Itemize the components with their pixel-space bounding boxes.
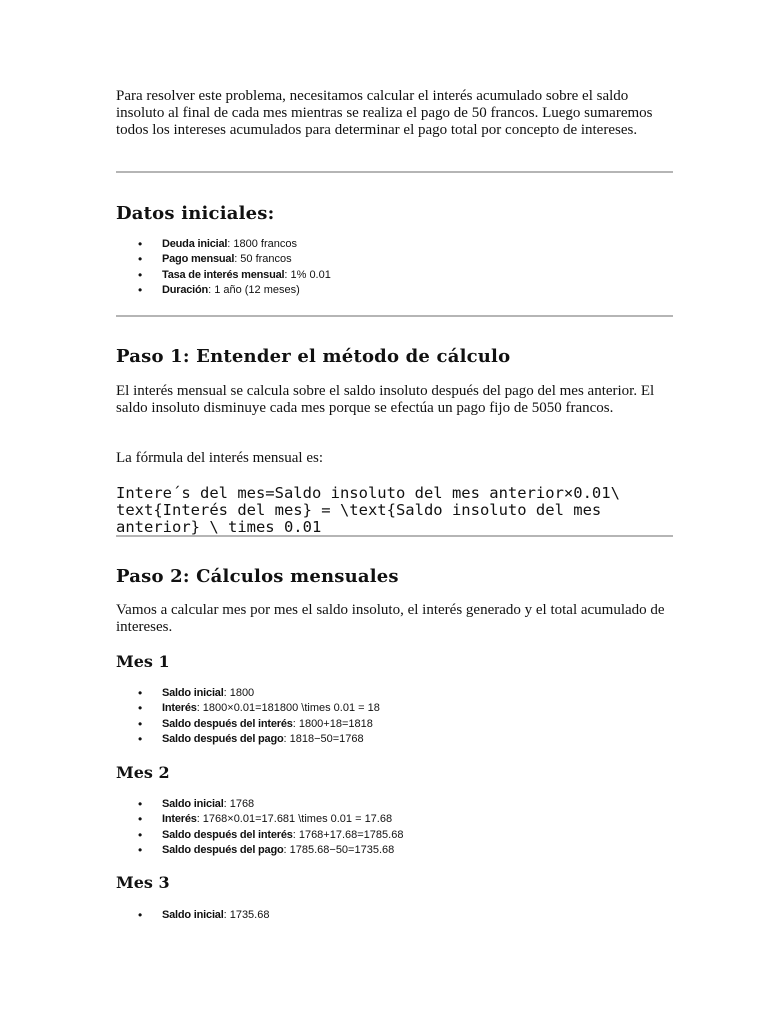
list-item: • Saldo inicial: 1735.68 [138,908,658,923]
paso1-paragraph: El interés mensual se calcula sobre el saldo insoluto después del pago del mes anterior. El saldo insoluto disminuye cada mes porque se efectúa un pago fijo de 5050 francos. [116,383,655,416]
list-item: • Pago mensual: 50 francos [138,252,658,267]
list-item: • Interés: 1800×0.01=181800 \times 0.01 = 18 [138,701,658,716]
list-item: • Saldo después del pago: 1818−50=1768 [138,732,658,747]
intro-paragraph: Para resolver este problema, necesitamos calcular el interés acumulado sobre el saldo insoluto al final de cada mes mientras se realiza el pago de 50 francos. Luego sumaremos todos los intereses acumulados para determinar el pago total por concepto de intereses. [116,88,653,138]
list-item: • Deuda inicial: 1800 francos [138,237,658,252]
list-item: • Saldo inicial: 1800 [138,686,658,701]
mes3-heading: Mes 3 [116,873,170,892]
list-item: • Tasa de interés mensual: 1% 0.01 [138,268,658,283]
paso2-heading: Paso 2: Cálculos mensuales [116,566,399,587]
divider [116,171,673,173]
divider [116,315,673,317]
datos-heading: Datos iniciales: [116,203,275,224]
list-item: • Saldo después del interés: 1800+18=1818 [138,717,658,732]
list-item: • Interés: 1768×0.01=17.681 \times 0.01 = 17.68 [138,812,658,827]
mes3-list [138,908,658,923]
formula-intro: La fórmula del interés mensual es: [116,450,324,466]
paso1-heading: Paso 1: Entender el método de cálculo [116,346,511,367]
mes1-list [138,686,658,747]
mes1-heading: Mes 1 [116,652,170,671]
list-item: • Saldo después del interés: 1768+17.68=1785.68 [138,828,658,843]
formula: Intere´s del mes=Saldo insoluto del mes anterior×0.01\ text{Interés del mes} = \text{Saldo insoluto del mes anterior} \ times 0.01 [116,484,620,536]
list-item: • Saldo inicial: 1768 [138,797,658,812]
mes2-list [138,797,658,858]
list-item: • Duración: 1 año (12 meses) [138,283,658,298]
divider [116,535,673,537]
datos-list [138,237,658,298]
paso2-paragraph: Vamos a calcular mes por mes el saldo insoluto, el interés generado y el total acumulado de intereses. [116,602,665,635]
mes2-heading: Mes 2 [116,763,170,782]
list-item: • Saldo después del pago: 1785.68−50=1735.68 [138,843,658,858]
